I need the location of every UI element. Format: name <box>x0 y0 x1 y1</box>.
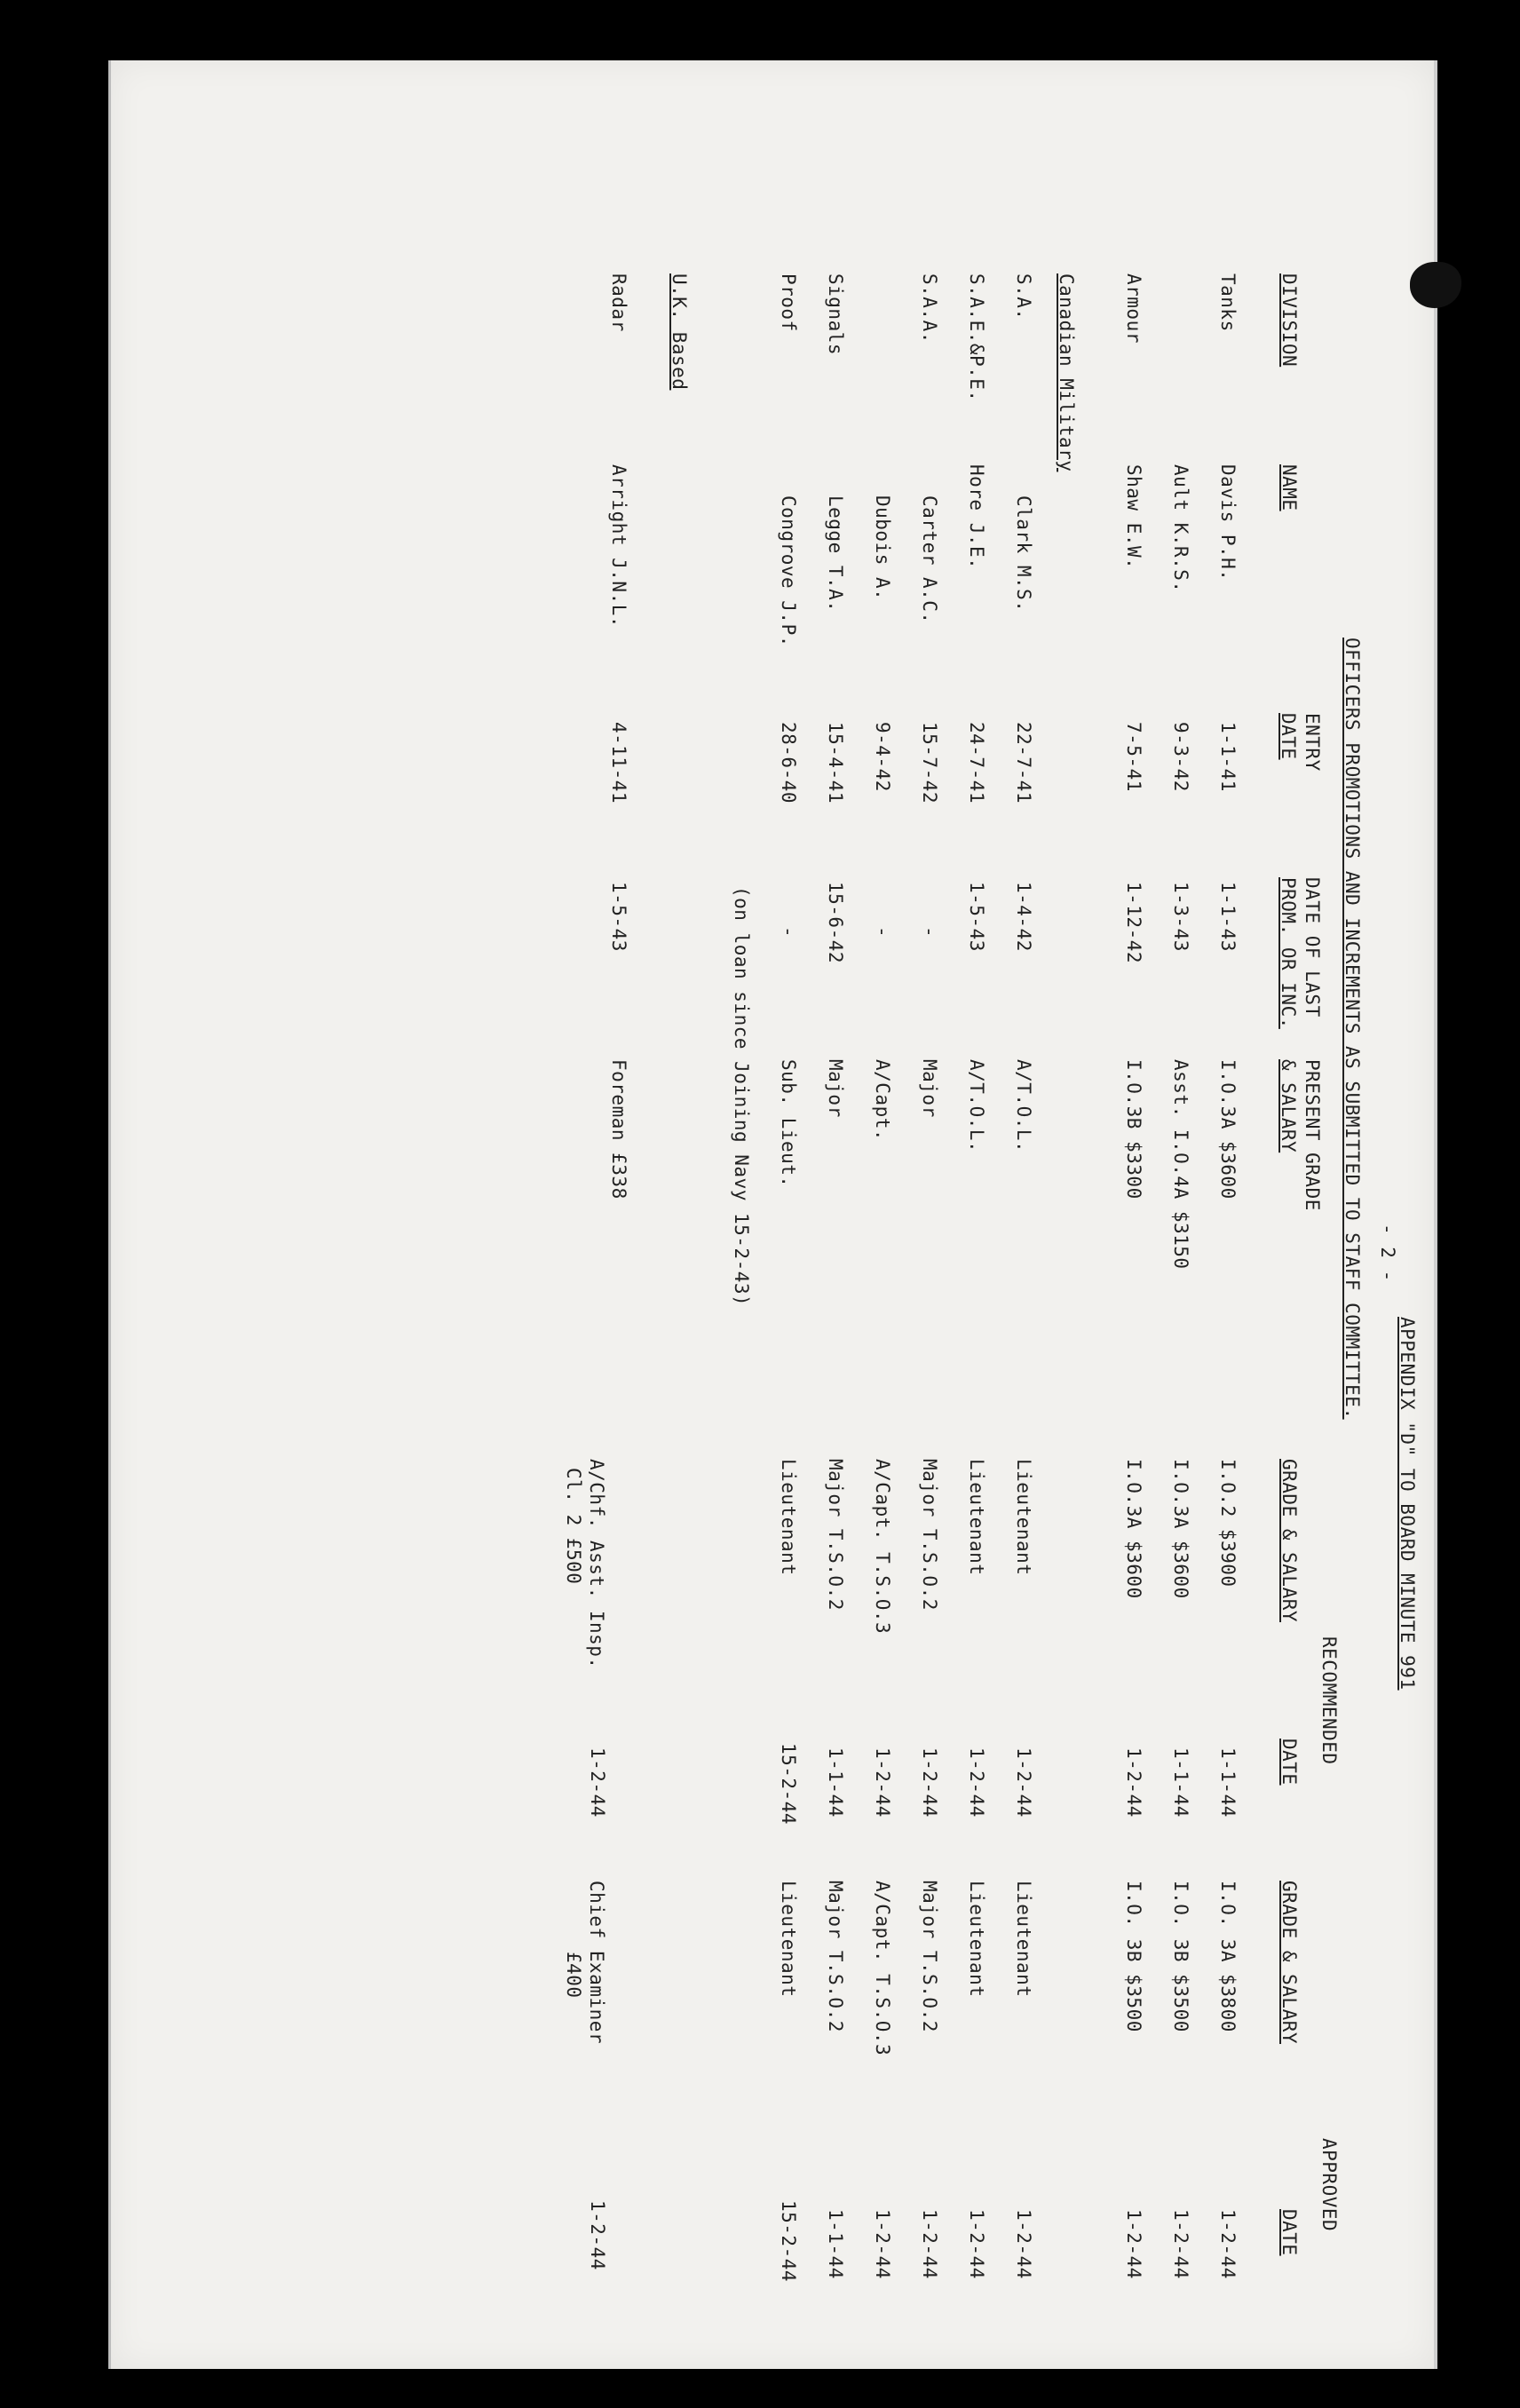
table-cell: - <box>778 926 799 939</box>
appendix-reference: APPENDIX "D" TO BOARD MINUTE 991 <box>1397 1317 1418 1691</box>
table-cell: I.O.3A $3600 <box>1217 1059 1239 1200</box>
table-cell: A/Capt. <box>872 1059 893 1142</box>
table-cell: 4-11-41 <box>608 722 629 804</box>
header-rec-date: DATE <box>1279 1739 1300 1786</box>
table-cell: 24-7-41 <box>966 722 987 804</box>
table-cell: 1-2-44 <box>966 1747 987 1818</box>
table-cell: 1-5-43 <box>608 882 629 952</box>
table-cell: 1-2-44 <box>587 1747 608 1818</box>
table-cell: I.O.3A $3600 <box>1123 1459 1144 1599</box>
table-cell: 1-2-44 <box>872 2209 893 2279</box>
table-cell: Lieutenant <box>1013 1881 1034 1998</box>
table-cell: I.O.3B $3300 <box>1123 1059 1144 1200</box>
header-last-promotion: DATE OF LAST PROM. OR INC. <box>1278 877 1323 1029</box>
table-cell: - <box>872 926 893 939</box>
table-cell: Radar <box>608 273 629 332</box>
table-cell: A/Capt. T.S.O.3 <box>872 1881 893 2056</box>
table-cell: Armour <box>1123 273 1144 344</box>
table-cell: Arright J.N.L. <box>608 464 629 629</box>
table-cell: 1-2-44 <box>1123 2209 1144 2279</box>
table-cell: Ault K.R.S. <box>1170 464 1191 593</box>
table-cell: 15-2-44 <box>778 2200 799 2283</box>
header-present-grade: PRESENT GRADE & SALARY <box>1278 1059 1323 1211</box>
table-cell: 1-2-44 <box>1217 2209 1239 2279</box>
table-cell: I.O. 3A $3800 <box>1217 1881 1239 2032</box>
table-cell: Major <box>919 1059 940 1118</box>
table-cell: Lieutenant <box>778 1459 799 1576</box>
table-cell: I.O.3A $3600 <box>1170 1459 1191 1599</box>
table-cell: Lieutenant <box>966 1881 987 1998</box>
table-cell: 22-7-41 <box>1013 722 1034 804</box>
document-page <box>108 60 1437 2369</box>
table-cell: 1-2-44 <box>1013 2209 1034 2279</box>
table-cell: Major T.S.O.2 <box>825 1881 846 2032</box>
table-cell: Signals <box>825 273 846 356</box>
table-cell: 1-2-44 <box>1123 1747 1144 1818</box>
table-cell: Major T.S.O.2 <box>919 1459 940 1611</box>
table-cell: Shaw E.W. <box>1123 464 1144 570</box>
table-cell: S.A.A. <box>919 273 940 344</box>
table-cell: Sub. Lieut. <box>778 1059 799 1188</box>
table-cell: I.O. 3B $3500 <box>1123 1881 1144 2032</box>
table-cell: Major T.S.O.2 <box>825 1459 846 1611</box>
table-cell: 28-6-40 <box>778 722 799 804</box>
table-cell: Proof <box>778 273 799 332</box>
table-cell: A/Capt. T.S.O.3 <box>872 1459 893 1635</box>
table-cell: 1-1-43 <box>1217 882 1239 952</box>
loan-note: (on loan since Joining Navy 15-2-43) <box>731 886 752 1307</box>
header-approved: APPROVED <box>1318 2138 1340 2232</box>
table-cell: Dubois A. <box>872 495 893 601</box>
table-cell: Carter A.C. <box>919 495 940 624</box>
table-cell: Lieutenant <box>778 1881 799 1998</box>
header-recommended: RECOMMENDED <box>1318 1636 1340 1765</box>
table-cell: Major <box>825 1059 846 1118</box>
table-cell: S.A.E.&P.E. <box>966 273 987 402</box>
header-rec-grade: GRADE & SALARY <box>1279 1459 1300 1623</box>
table-cell: 1-2-44 <box>872 1747 893 1818</box>
table-cell: - <box>919 926 940 939</box>
table-cell: S.A. <box>1013 273 1034 321</box>
table-cell: Tanks <box>1217 273 1239 332</box>
table-cell: 1-2-44 <box>919 2209 940 2279</box>
table-cell: I.O.2 $3900 <box>1217 1459 1239 1588</box>
table-cell: Davis P.H. <box>1217 464 1239 582</box>
table-cell: 1-1-44 <box>1217 1747 1239 1818</box>
table-cell: Hore J.E. <box>966 464 987 570</box>
header-entry: ENTRY DATE <box>1278 713 1323 772</box>
table-cell: Lieutenant <box>1013 1459 1034 1576</box>
table-cell: A/T.O.L. <box>1013 1059 1034 1153</box>
document-title: OFFICERS PROMOTIONS AND INCREMENTS AS SUBMITTED TO STAFF COMMITTEE. <box>1342 638 1363 1420</box>
table-cell: Chief Examiner £400 <box>563 1881 607 2045</box>
table-cell: 1-1-44 <box>825 1747 846 1818</box>
table-cell: Asst. I.O.4A $3150 <box>1170 1059 1191 1270</box>
table-cell: 15-7-42 <box>919 722 940 804</box>
table-cell: I.O. 3B $3500 <box>1170 1881 1191 2032</box>
header-name: NAME <box>1279 464 1300 511</box>
table-cell: Foreman £338 <box>608 1059 629 1200</box>
table-cell: Congrove J.P. <box>778 495 799 647</box>
table-cell: 1-12-42 <box>1123 882 1144 964</box>
table-cell: 1-2-44 <box>1013 1747 1034 1818</box>
table-cell: A/Chf. Asst. Insp. Cl. 2 £500 <box>563 1459 607 1669</box>
table-cell: 7-5-41 <box>1123 722 1144 792</box>
table-cell: 1-1-44 <box>825 2209 846 2279</box>
table-cell: 1-3-43 <box>1170 882 1191 952</box>
table-cell: 1-2-44 <box>966 2209 987 2279</box>
table-cell: 15-4-41 <box>825 722 846 804</box>
table-cell: 15-6-42 <box>825 882 846 964</box>
rotated-sheet <box>111 60 1434 2369</box>
header-app-grade: GRADE & SALARY <box>1279 1881 1300 2045</box>
table-cell: 1-5-43 <box>966 882 987 952</box>
table-cell: 9-3-42 <box>1170 722 1191 792</box>
table-cell: A/T.O.L. <box>966 1059 987 1153</box>
header-app-date: DATE <box>1279 2209 1300 2256</box>
section-uk-based: U.K. Based <box>669 273 690 391</box>
table-cell: 1-4-42 <box>1013 882 1034 952</box>
table-cell: 1-1-44 <box>1170 1747 1191 1818</box>
table-cell: 1-2-44 <box>919 1747 940 1818</box>
table-cell: 1-2-44 <box>1170 2209 1191 2279</box>
table-cell: 1-2-44 <box>587 2200 608 2270</box>
table-cell: Clark M.S. <box>1013 495 1034 613</box>
table-cell: Lieutenant <box>966 1459 987 1576</box>
header-division: DIVISION <box>1279 273 1300 368</box>
table-cell: 15-2-44 <box>778 1743 799 1826</box>
table-cell: Legge T.A. <box>825 495 846 613</box>
table-cell: Major T.S.O.2 <box>919 1881 940 2032</box>
section-canadian-military: Canadian Military <box>1056 273 1077 472</box>
table-cell: 9-4-42 <box>872 722 893 792</box>
table-cell: 1-1-41 <box>1217 722 1239 792</box>
page-number: - 2 - <box>1377 1224 1398 1282</box>
